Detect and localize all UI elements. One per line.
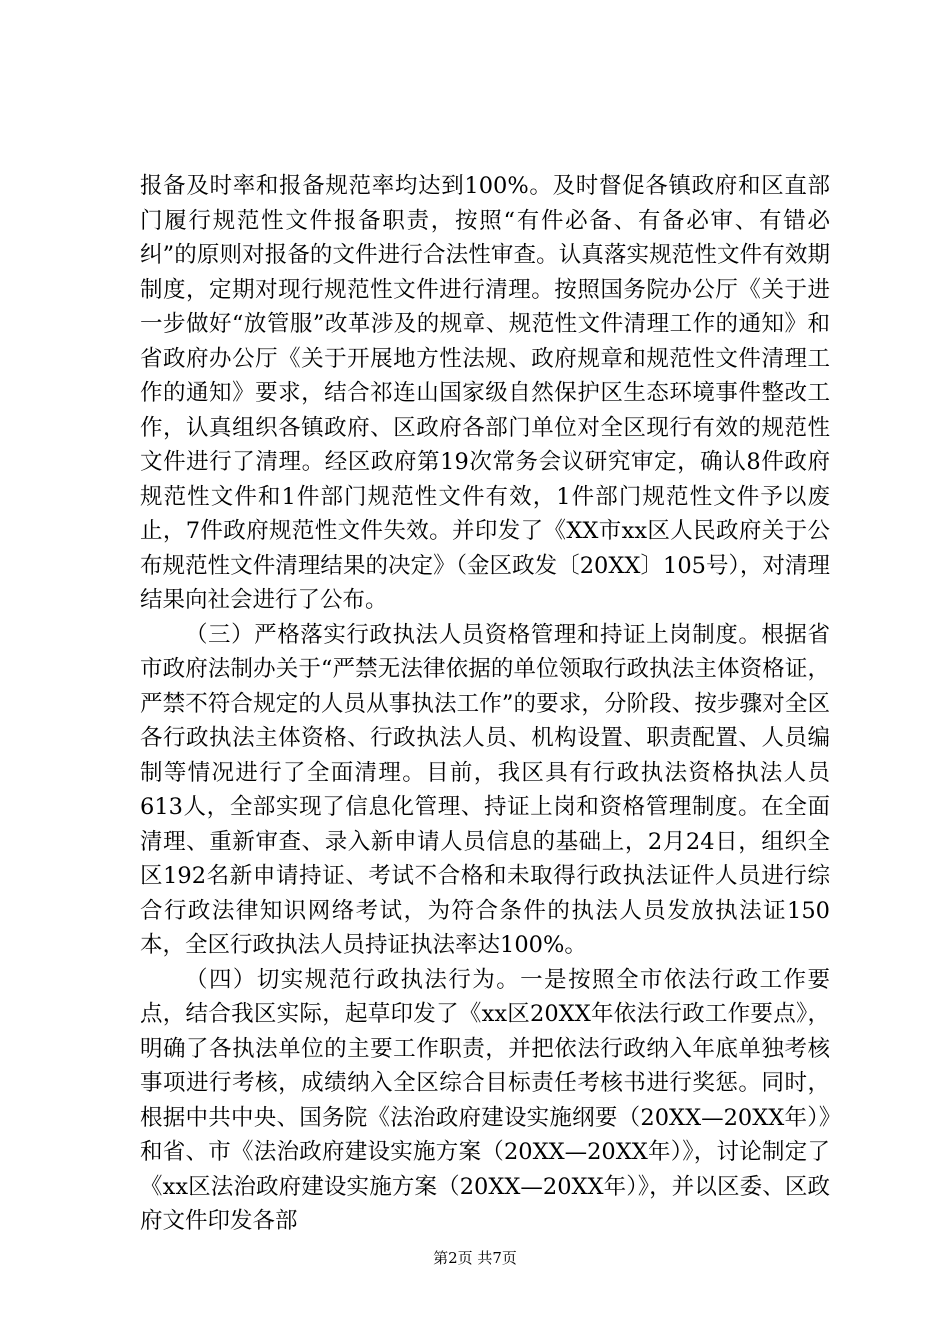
paragraph-enforcement-conduct: （四）切实规范行政执法行为。一是按照全市依法行政工作要点，结合我区实际，起草印发了《xx区20XX年依法行政工作要点》，明确了各执法单位的主要工作职责，并把依法行政纳入年底单独考核事项进行考核，成绩纳入全区综合目标责任考核书进行奖惩。同时，根据中共中央、国务院《法治政府建设实施纲要（20XX—20XX年）》和省、市《法治政府建设实施方案（20XX—20XX年）》，讨论制定了《xx区法治政府建设实施方案（20XX—20XX年）》，并以区委、区政府文件印发各部 <box>140 966 830 1234</box>
document-body <box>140 169 830 1239</box>
paragraph-filing-review: 报备及时率和报备规范率均达到100%。及时督促各镇政府和区直部门履行规范性文件报备职责，按照“有件必备、有备必审、有错必纠”的原则对报备的文件进行合法性审查。认真落实规范性文件有效期制度，定期对现行规范性文件进行清理。按照国务院办公厅《关于进一步做好“放管服”改革涉及的规章、规范性文件清理工作的通知》和省政府办公厅《关于开展地方性法规、政府规章和规范性文件清理工作的通知》要求，结合祁连山国家级自然保护区生态环境事件整改工作，认真组织各镇政府、区政府各部门单位对全区现行有效的规范性文件进行了清理。经区政府第19次常务会议研究审定，确认8件政府规范性文件和1件部门规范性文件有效，1件部门规范性文件予以废止，7件政府规范性文件失效。并印发了《XX市xx区人民政府关于公布规范性文件清理结果的决定》（金区政发〔20XX〕105号），对清理结果向社会进行了公布。 <box>140 173 830 613</box>
paragraph-enforcement-qualification: （三）严格落实行政执法人员资格管理和持证上岗制度。根据省市政府法制办关于“严禁无法律依据的单位领取行政执法主体资格证，严禁不符合规定的人员从事执法工作”的要求，分阶段、按步骤对全区各行政执法主体资格、行政执法人员、机构设置、职责配置、人员编制等情况进行了全面清理。目前，我区具有行政执法资格执法人员613人，全部实现了信息化管理、持证上岗和资格管理制度。在全面清理、重新审查、录入新申请人员信息的基础上，2月24日，组织全区192名新申请持证、考试不合格和未取得行政执法证件人员进行综合行政法律知识网络考试，为符合条件的执法人员发放执法证150本，全区行政执法人员持证执法率达100%。 <box>140 621 830 958</box>
page-number-footer: 第2页 共7页 <box>433 1249 517 1267</box>
